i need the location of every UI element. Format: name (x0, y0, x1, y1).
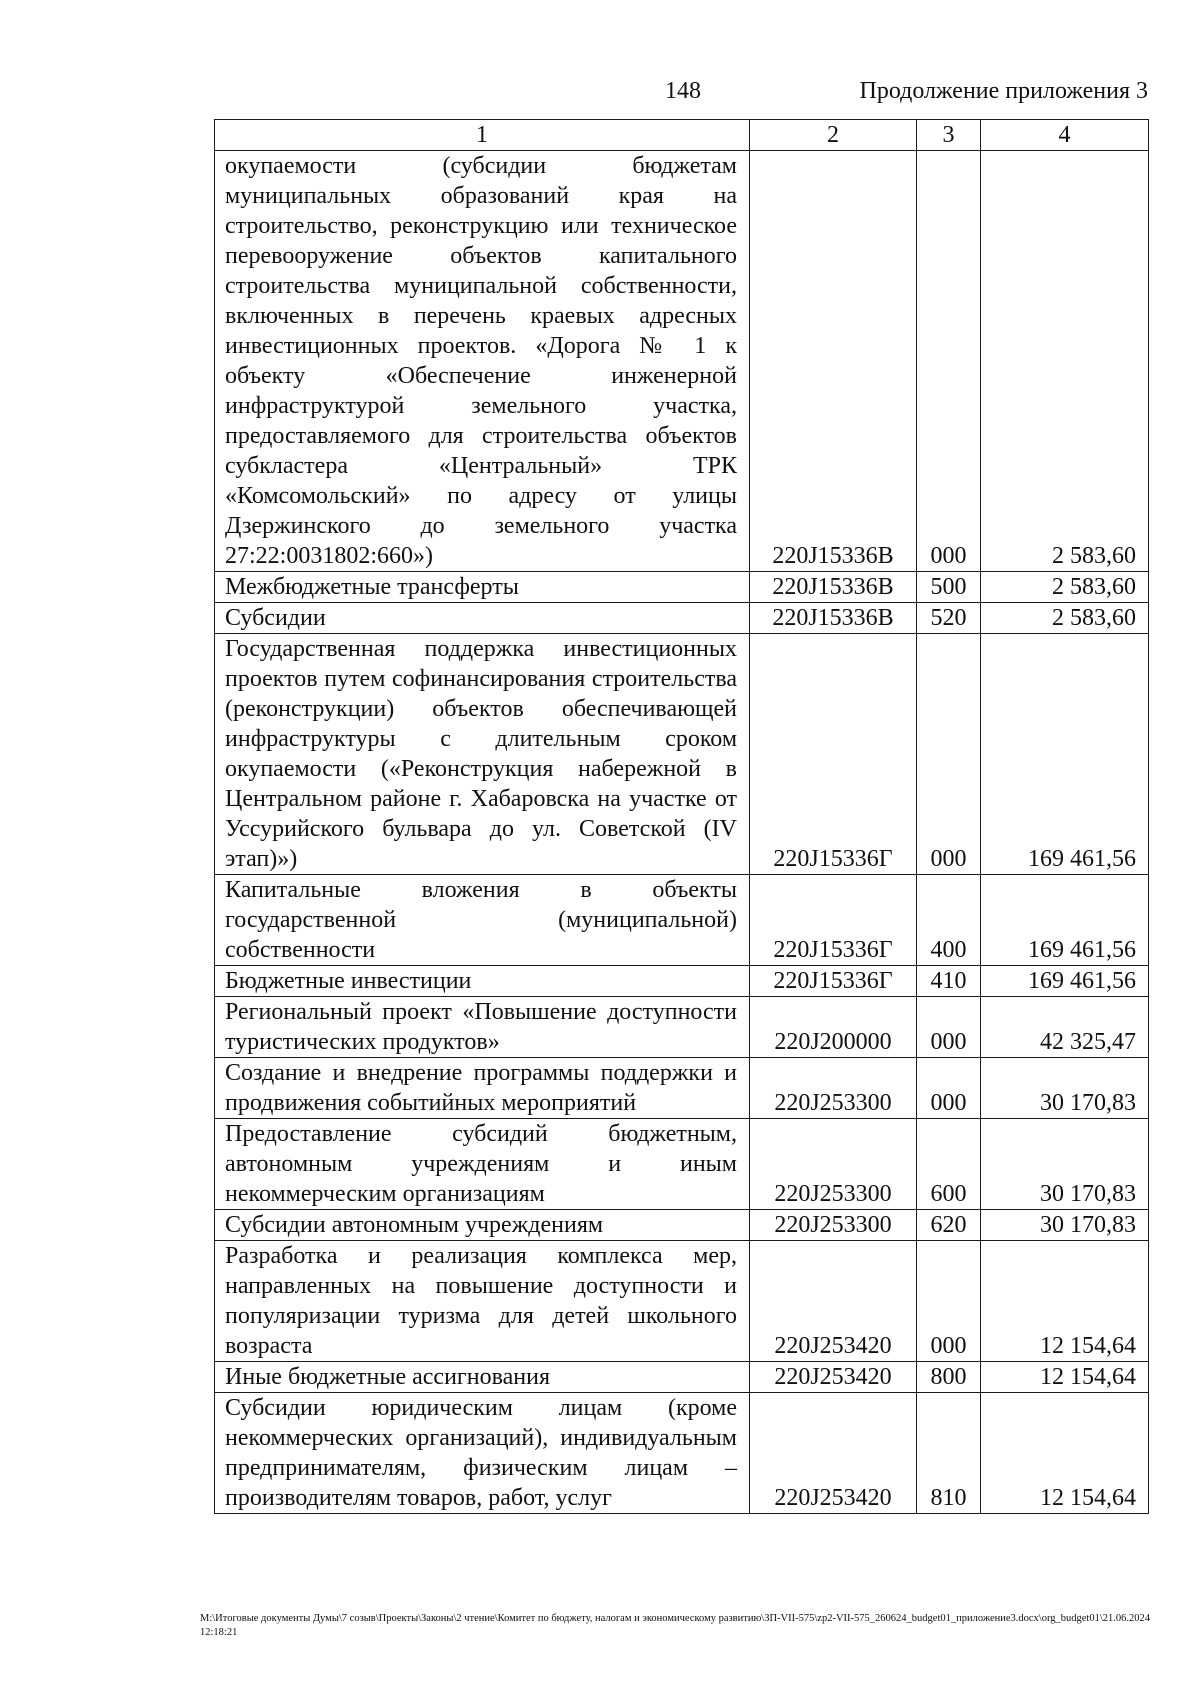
row-expense-type: 000 (917, 1241, 981, 1362)
table-row (215, 1119, 1149, 1210)
row-name: Государственная поддержка инвестиционных проектов путем софинансирования строительства (реконструкции) объектов обеспечивающей инфраструктуры с длительным сроком окупаемости («Реконструкция набережной в Центральном районе г. Хабаровска на участке от Уссурийского бульвара до ул. Советской (IV этап)») (215, 634, 750, 875)
row-expense-type: 810 (917, 1393, 981, 1514)
table-row (215, 1210, 1149, 1241)
row-name: Региональный проект «Повышение доступности туристических продуктов» (215, 997, 750, 1058)
table-row (215, 1058, 1149, 1119)
row-name: Разработка и реализация комплекса мер, направленных на повышение доступности и популяризации туризма для детей школьного возраста (215, 1241, 750, 1362)
row-sum: 2 583,60 (981, 151, 1149, 572)
row-expense-type: 620 (917, 1210, 981, 1241)
row-sum: 12 154,64 (981, 1393, 1149, 1514)
table-row (215, 634, 1149, 875)
column-header-4: 4 (981, 120, 1149, 151)
row-target-article: 220J253420 (750, 1393, 917, 1514)
column-header-3: 3 (917, 120, 981, 151)
row-sum: 12 154,64 (981, 1362, 1149, 1393)
row-target-article: 220J253300 (750, 1058, 917, 1119)
row-name: Субсидии (215, 603, 750, 634)
row-name: Предоставление субсидий бюджетным, автономным учреждениям и иным некоммерческим организациям (215, 1119, 750, 1210)
row-name: окупаемости (субсидии бюджетам муниципальных образований края на строительство, реконструкцию или техническое перевооружение объектов капитального строительства муниципальной собственности, включенных в перечень краевых адресных инвестиционных проектов. «Дорога № 1 к объекту «Обеспечение инженерной инфраструктурой земельного участка, предоставляемого для строительства объектов субкластера «Центральный» ТРК «Комсомольский» по адресу от улицы Дзержинского до земельного участка 27:22:0031802:660») (215, 151, 750, 572)
row-expense-type: 000 (917, 151, 981, 572)
row-expense-type: 000 (917, 997, 981, 1058)
row-sum: 30 170,83 (981, 1210, 1149, 1241)
row-target-article: 220J253300 (750, 1119, 917, 1210)
table-row (215, 572, 1149, 603)
document-file-path: М:\Итоговые документы Думы\7 созыв\Проекты\Законы\2 чтение\Комитет по бюджету, налогам и экономическому развитию\ЗП-VII-575\zp2-VII-575_260624_budget01_приложение3.docx\org_budget01\21.06.2024 12:18:21 (200, 1613, 1151, 1638)
table-row (215, 875, 1149, 966)
row-sum: 169 461,56 (981, 966, 1149, 997)
table-row (215, 1393, 1149, 1514)
table-row (215, 966, 1149, 997)
row-name: Субсидии юридическим лицам (кроме некоммерческих организаций), индивидуальным предпринимателям, физическим лицам – производителям товаров, работ, услуг (215, 1393, 750, 1514)
table-row (215, 151, 1149, 572)
row-sum: 30 170,83 (981, 1119, 1149, 1210)
row-target-article: 220J15336B (750, 151, 917, 572)
page-number: 148 (665, 78, 701, 104)
row-target-article: 220J15336Г (750, 875, 917, 966)
row-name: Межбюджетные трансферты (215, 572, 750, 603)
row-target-article: 220J253300 (750, 1210, 917, 1241)
row-expense-type: 600 (917, 1119, 981, 1210)
row-expense-type: 520 (917, 603, 981, 634)
row-sum: 2 583,60 (981, 572, 1149, 603)
continuation-caption: Продолжение приложения 3 (859, 78, 1148, 104)
row-expense-type: 400 (917, 875, 981, 966)
row-name: Бюджетные инвестиции (215, 966, 750, 997)
row-target-article: 220J253420 (750, 1241, 917, 1362)
table-row (215, 997, 1149, 1058)
table-row (215, 1241, 1149, 1362)
row-expense-type: 000 (917, 1058, 981, 1119)
row-sum: 169 461,56 (981, 875, 1149, 966)
row-target-article: 220J15336Г (750, 634, 917, 875)
table-header-row (215, 120, 1149, 151)
column-header-1: 1 (215, 120, 750, 151)
row-expense-type: 500 (917, 572, 981, 603)
row-name: Капитальные вложения в объекты государственной (муниципальной) собственности (215, 875, 750, 966)
row-sum: 169 461,56 (981, 634, 1149, 875)
row-target-article: 220J253420 (750, 1362, 917, 1393)
row-expense-type: 410 (917, 966, 981, 997)
row-sum: 12 154,64 (981, 1241, 1149, 1362)
table-row (215, 1362, 1149, 1393)
row-target-article: 220J15336B (750, 572, 917, 603)
row-target-article: 220J15336B (750, 603, 917, 634)
row-expense-type: 800 (917, 1362, 981, 1393)
row-sum: 42 325,47 (981, 997, 1149, 1058)
row-sum: 2 583,60 (981, 603, 1149, 634)
row-name: Субсидии автономным учреждениям (215, 1210, 750, 1241)
budget-table (214, 119, 1149, 1514)
column-header-2: 2 (750, 120, 917, 151)
row-target-article: 220J200000 (750, 997, 917, 1058)
row-expense-type: 000 (917, 634, 981, 875)
row-target-article: 220J15336Г (750, 966, 917, 997)
row-name: Создание и внедрение программы поддержки и продвижения событийных мероприятий (215, 1058, 750, 1119)
row-sum: 30 170,83 (981, 1058, 1149, 1119)
row-name: Иные бюджетные ассигнования (215, 1362, 750, 1393)
table-row (215, 603, 1149, 634)
